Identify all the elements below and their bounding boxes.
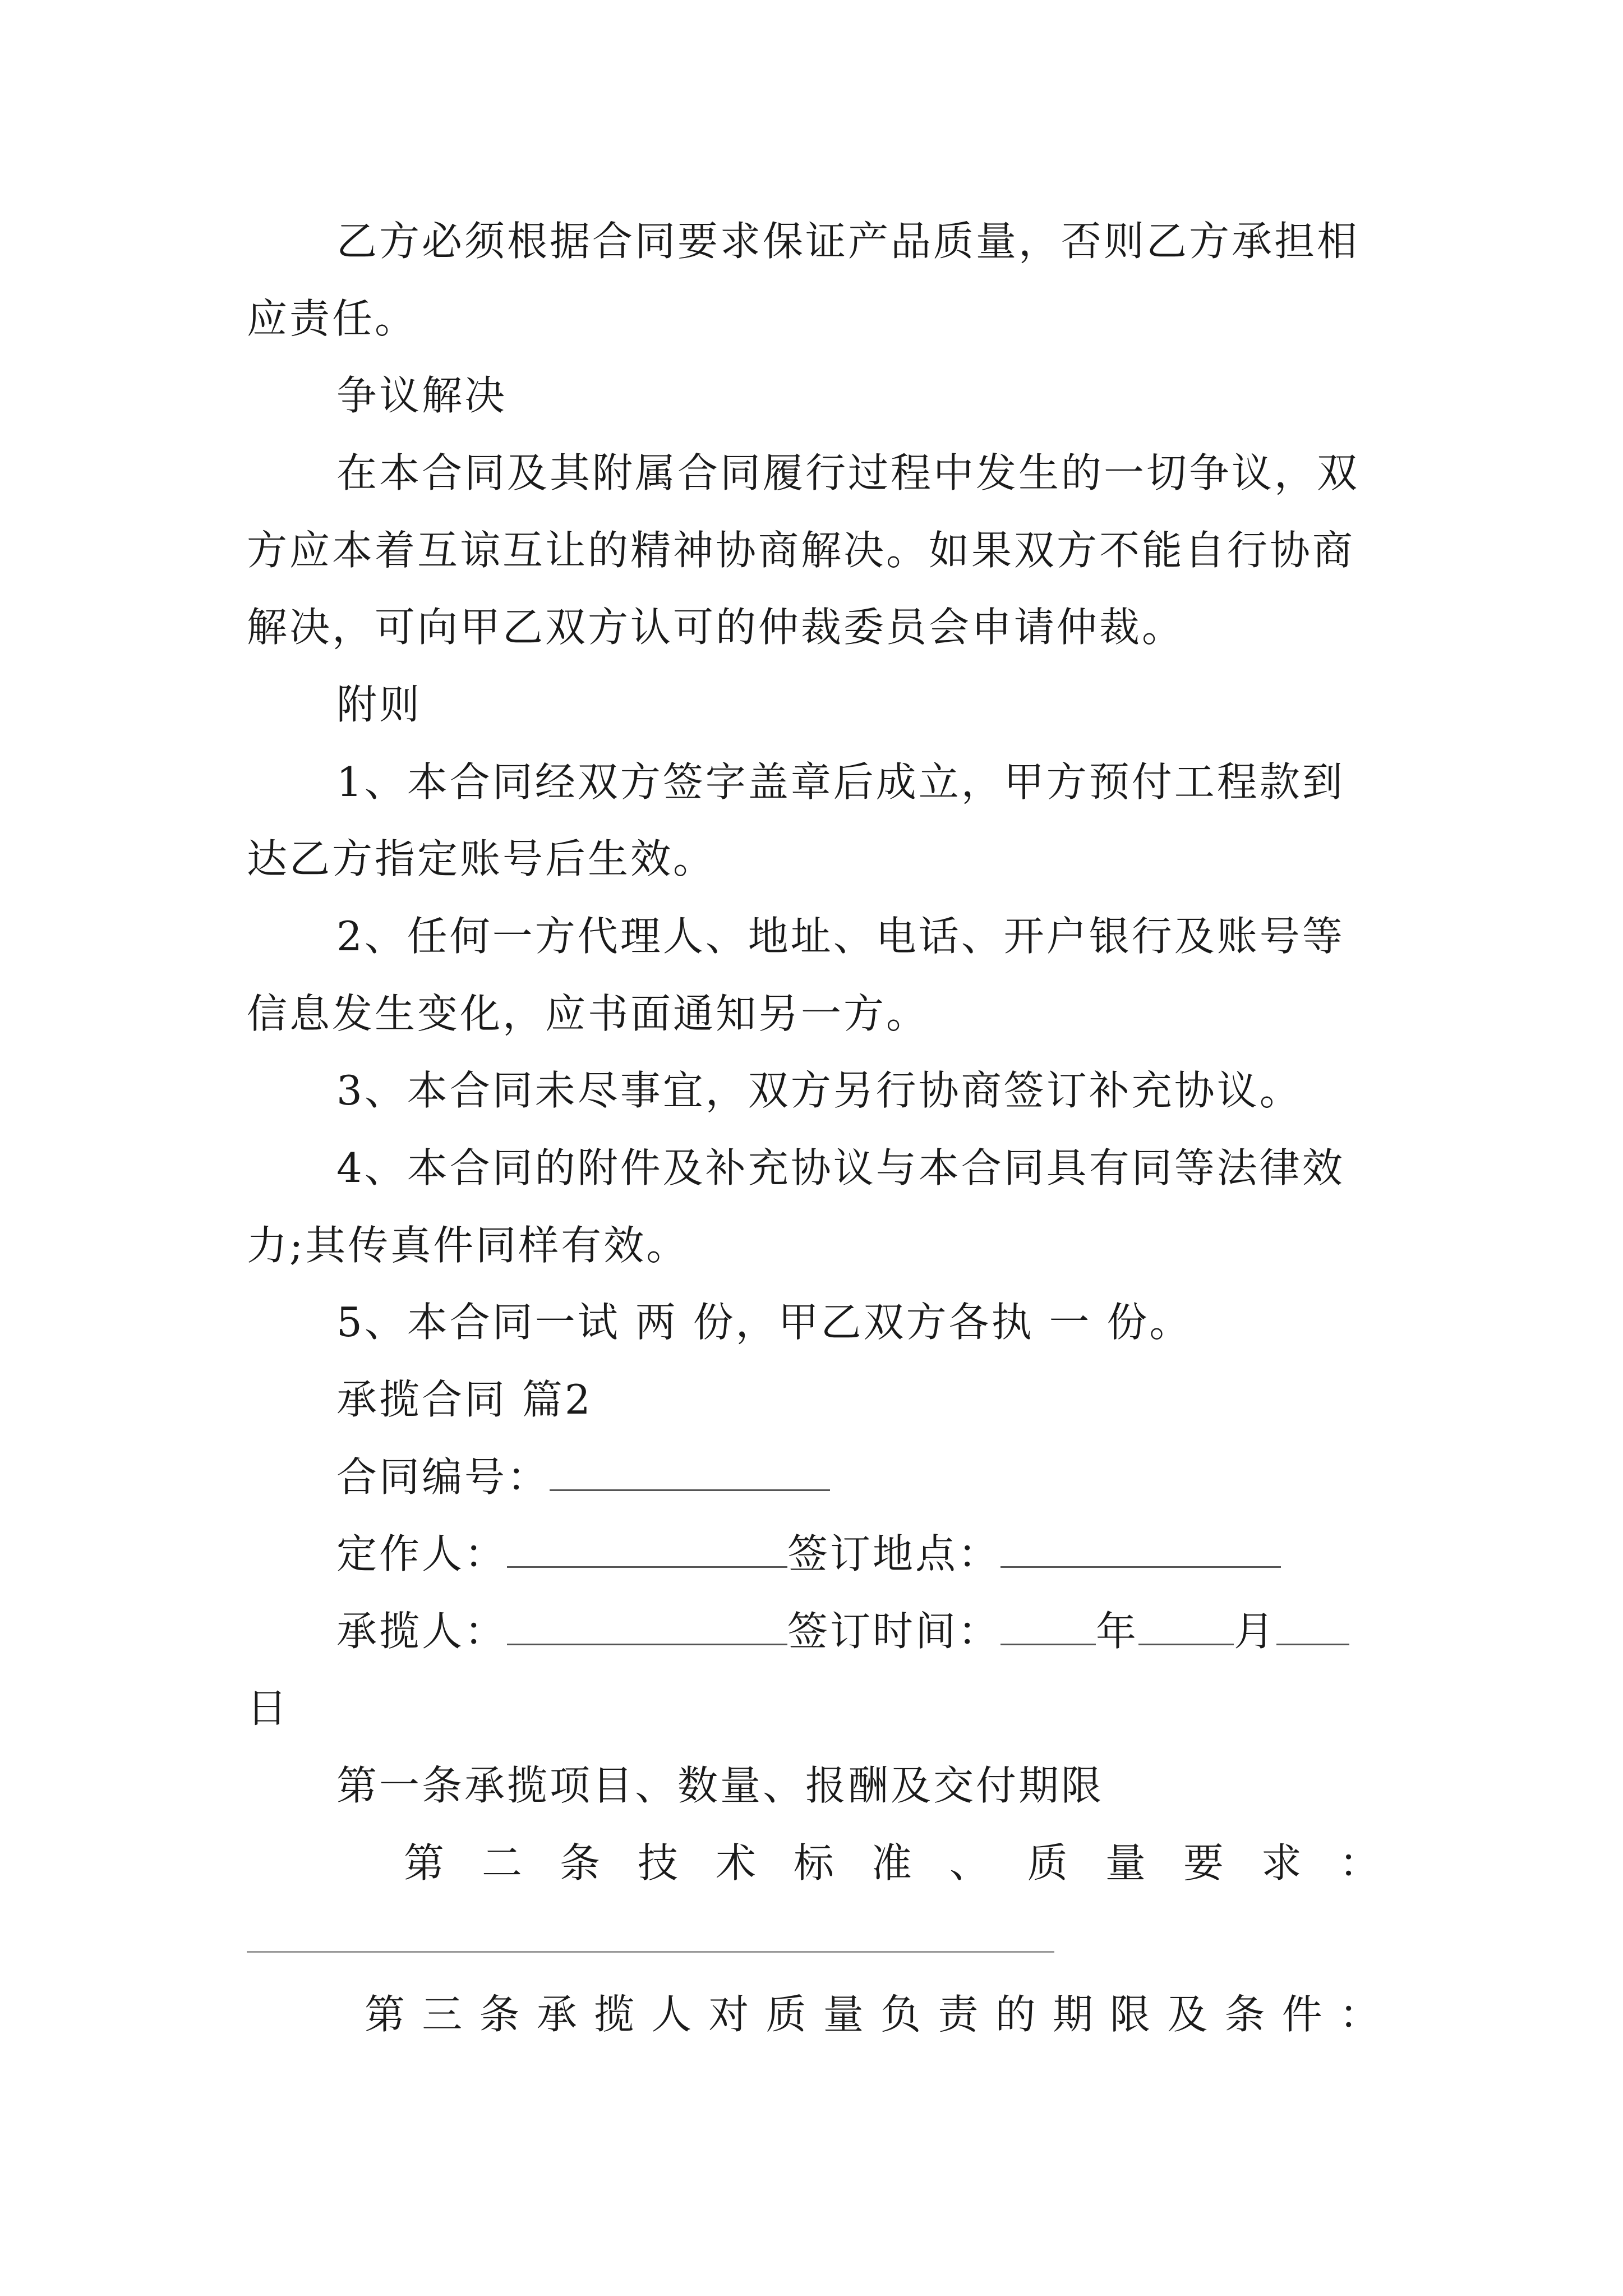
contractor-blank (507, 1607, 787, 1645)
article-char: 条 (559, 1839, 600, 1887)
article-char: 术 (715, 1839, 756, 1887)
article-2 (404, 1838, 1380, 1888)
paragraph-line: 乙方必须根据合同要求保证产品质量，否则乙方承担相 (336, 218, 1360, 265)
article-char: 求 (1261, 1839, 1302, 1887)
list-item-2: 2、任何一方代理人、地址、电话、开户银行及账号等 (336, 913, 1345, 960)
article-char: 技 (637, 1839, 678, 1887)
contractor-label: 承揽人： (336, 1608, 508, 1655)
article-char: 对 (708, 1991, 749, 2038)
day-label: 日 (247, 1685, 290, 1732)
contract-title: 承揽合同 篇2 (336, 1376, 593, 1423)
list-item-1: 1、本合同经双方签字盖章后成立，甲方预付工程款到 (336, 758, 1345, 806)
article-char: ： (1339, 1839, 1380, 1887)
orderer-blank (507, 1529, 787, 1568)
article-char: 限 (1110, 1991, 1151, 2038)
section-heading-dispute: 争议解决 (336, 372, 508, 419)
article-1: 第一条承揽项目、数量、报酬及交付期限 (336, 1762, 1104, 1809)
article-char: 责 (938, 1991, 979, 2038)
fill-in-underline (247, 1951, 1054, 1953)
month-blank (1138, 1607, 1234, 1645)
contract-number-row (336, 1452, 1385, 1502)
sign-place-label: 签订地点： (787, 1530, 1001, 1577)
list-item-4: 4、本合同的附件及补充协议与本合同具有同等法律效 (336, 1144, 1345, 1191)
article-char: 期 (1052, 1991, 1093, 2038)
article-3 (365, 1989, 1380, 2040)
sign-place-blank (1000, 1529, 1281, 1568)
contractor-row (336, 1606, 1385, 1657)
list-item-2-cont: 信息发生变化，应书面通知另一方。 (247, 990, 929, 1037)
paragraph-line: 解决，可向甲乙双方认可的仲裁委员会申请仲裁。 (247, 604, 1185, 651)
article-char: 标 (793, 1839, 834, 1887)
article-char: ： (1339, 1991, 1380, 2038)
article-char: 及 (1167, 1991, 1208, 2038)
month-label: 月 (1234, 1608, 1277, 1655)
article-char: 承 (536, 1991, 577, 2038)
orderer-row (336, 1529, 1385, 1579)
orderer-label: 定作人： (336, 1530, 508, 1577)
paragraph-line: 在本合同及其附属合同履行过程中发生的一切争议，双 (336, 449, 1360, 496)
article-char: 揽 (593, 1991, 634, 2038)
paragraph-line: 方应本着互谅互让的精神协商解决。如果双方不能自行协商 (247, 527, 1355, 574)
article-char: 第 (365, 1991, 405, 2038)
paragraph-line: 应责任。 (247, 295, 418, 342)
sign-time-label: 签订时间： (787, 1608, 1001, 1655)
article-char: 的 (995, 1991, 1036, 2038)
article-char: 条 (1224, 1991, 1265, 2038)
year-label: 年 (1096, 1608, 1139, 1655)
article-char: 负 (880, 1991, 921, 2038)
article-char: 准 (871, 1839, 912, 1887)
article-char: 三 (422, 1991, 463, 2038)
list-item-4-cont: 力;其传真件同样有效。 (247, 1222, 689, 1269)
year-blank (1000, 1607, 1096, 1645)
article-char: 第 (404, 1839, 445, 1887)
list-item-3: 3、本合同未尽事宜，双方另行协商签订补充协议。 (336, 1067, 1302, 1114)
list-item-1-cont: 达乙方指定账号后生效。 (247, 835, 716, 882)
article-char: 要 (1183, 1839, 1224, 1887)
article-char: 人 (651, 1991, 692, 2038)
article-char: 质 (1027, 1839, 1068, 1887)
article-char: 质 (766, 1991, 806, 2038)
contract-number-label: 合同编号： (336, 1453, 550, 1501)
contract-number-blank (550, 1452, 830, 1491)
article-char: 量 (823, 1991, 864, 2038)
article-char: 、 (949, 1839, 990, 1887)
day-blank (1276, 1607, 1349, 1645)
article-char: 量 (1105, 1839, 1146, 1887)
article-char: 条 (479, 1991, 520, 2038)
section-heading-appendix: 附则 (336, 681, 422, 728)
article-char: 二 (481, 1839, 522, 1887)
list-item-5: 5、本合同一试 两 份，甲乙双方各执 一 份。 (336, 1299, 1192, 1346)
article-char: 件 (1281, 1991, 1322, 2038)
